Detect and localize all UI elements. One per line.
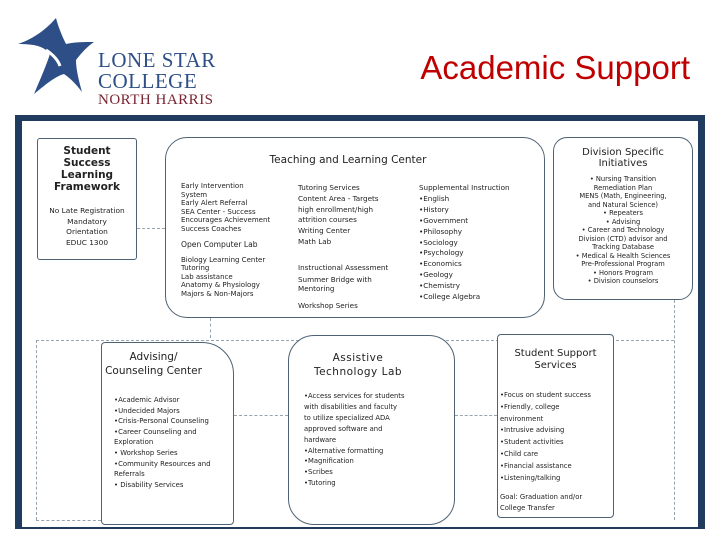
teaching-biology-center: Biology Learning Center Tutoring Lab assistance Anatomy & Physiology Majors & Non-Majors (181, 256, 266, 298)
advising-heading: Advising/ Counseling Center (105, 351, 202, 377)
assistive-heading: Assistive Technology Lab (313, 352, 403, 378)
connector-advising-assistive (234, 415, 288, 416)
teaching-summer-bridge: Summer Bridge with Mentoring (298, 275, 372, 293)
connector-teaching-down (210, 318, 211, 338)
teaching-workshop-series: Workshop Series (298, 301, 358, 310)
connector-left (36, 340, 37, 520)
page-title: Academic Support (420, 49, 690, 86)
star-icon (16, 14, 106, 104)
connector-right (674, 300, 675, 520)
logo-line-3: NORTH HARRIS (98, 92, 214, 108)
framework-items: No Late Registration Mandatory Orientation EDUC 1300 (49, 206, 125, 247)
lone-star-college-logo (16, 14, 236, 108)
assistive-items: •Access services for students with disabilities and faculty to utilize specialized ADA approved software and hardware •Alternative formatting •Magnification •Scribes •Tutoring (304, 392, 405, 488)
framework-heading: Student Success Learning Framework (54, 145, 120, 193)
logo-line-1: LONE STAR (98, 48, 216, 72)
teaching-tutoring-services: Tutoring Services Content Area - Targets high enrollment/high attrition courses Writing Center Math Lab (298, 183, 379, 246)
support-goal: Goal: Graduation and/or College Transfer (500, 493, 583, 512)
support-items: •Focus on student success •Friendly, college environment •Intrusive advising •Student activities •Child care •Financial assistance •Listening/talking (500, 391, 591, 482)
division-heading: Division Specific Initiatives (582, 147, 664, 169)
teaching-open-computer-lab: Open Computer Lab (181, 240, 258, 249)
teaching-supplemental-instruction: Supplemental Instruction •English •History •Government •Philosophy •Sociology •Psychology •Economics •Geology •Chemistry •College Algebra (419, 183, 510, 302)
teaching-learning-heading: Teaching and Learning Center (269, 154, 427, 166)
connector-framework-teaching (137, 228, 165, 229)
advising-items: •Academic Advisor •Undecided Majors •Crisis-Personal Counseling •Career Counseling and Exploration • Workshop Series •Community Resources and Referrals • Disability Services (114, 396, 211, 489)
division-items: • Nursing Transition Remediation Plan MENS (Math, Engineering, and Natural Science) • Repeaters • Advising • Career and Technology Division (CTD) advisor and Tracking Database • Medical & Health Sciences Pre-Professional Program • Honors Program • Division counselors (575, 175, 671, 285)
teaching-early-intervention: Early Intervention System Early Alert Referral SEA Center - Success Encourages Achievement Success Coaches (181, 182, 271, 233)
logo-line-2: COLLEGE (98, 69, 198, 93)
connector-bottom-left (36, 520, 101, 521)
connector-assistive-support (455, 415, 497, 416)
teaching-instructional-assessment: Instructional Assessment (298, 263, 389, 272)
support-heading: Student Support Services (514, 348, 597, 371)
